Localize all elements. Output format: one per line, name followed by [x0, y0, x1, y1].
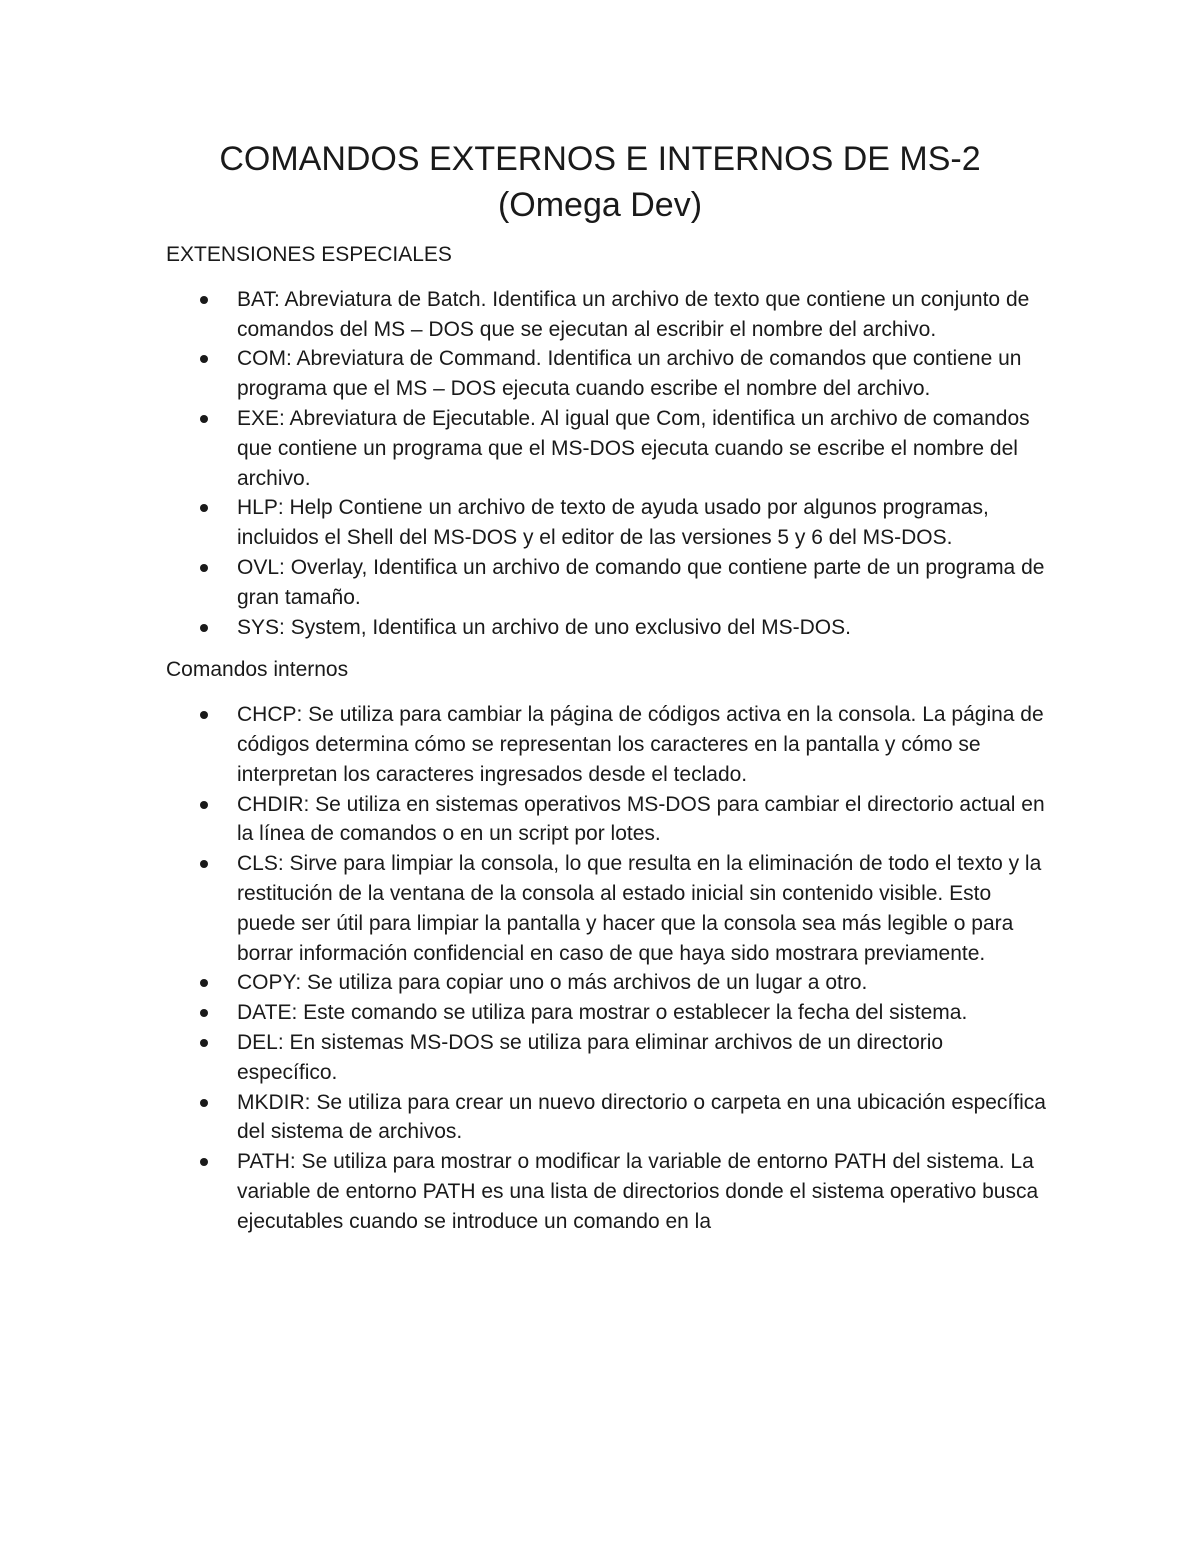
- list-item: [237, 1147, 1046, 1236]
- list-item: [237, 613, 1046, 643]
- bullet-icon: [200, 1039, 208, 1047]
- list-item-text: CHDIR: Se utiliza en sistemas operativos MS-DOS para cambiar el directorio actual en la línea de comandos o en un script por lotes.: [237, 792, 1045, 846]
- bullet-icon: [200, 624, 208, 632]
- document-title: [0, 136, 1200, 228]
- list-item-text: COPY: Se utiliza para copiar uno o más archivos de un lugar a otro.: [237, 971, 868, 995]
- document-body: [166, 240, 1046, 1250]
- bullet-icon: [200, 504, 208, 512]
- list-item-text: MKDIR: Se utiliza para crear un nuevo directorio o carpeta en una ubicación específica del sistema de archivos.: [237, 1090, 1046, 1144]
- list-item: [237, 344, 1046, 404]
- extensiones-list: [166, 285, 1046, 643]
- bullet-icon: [200, 355, 208, 363]
- bullet-icon: [200, 296, 208, 304]
- list-item-text: EXE: Abreviatura de Ejecutable. Al igual que Com, identifica un archivo de comandos que contiene un programa que el MS-DOS ejecuta cuando se escribe el nombre del archivo.: [237, 406, 1030, 490]
- list-item-text: BAT: Abreviatura de Batch. Identifica un archivo de texto que contiene un conjunto de comandos del MS – DOS que se ejecutan al escribir el nombre del archivo.: [237, 287, 1030, 341]
- list-item-text: CHCP: Se utiliza para cambiar la página de códigos activa en la consola. La página de códigos determina cómo se representan los caracteres en la pantalla y cómo se interpretan los caracteres ingresados desde el teclado.: [237, 703, 1044, 786]
- list-item-text: SYS: System, Identifica un archivo de uno exclusivo del MS-DOS.: [237, 615, 851, 639]
- section-heading-comandos-internos: Comandos internos: [166, 658, 349, 682]
- list-item: [237, 998, 1046, 1028]
- list-item: [237, 700, 1046, 789]
- list-item-text: PATH: Se utiliza para mostrar o modificar la variable de entorno PATH del sistema. La variable de entorno PATH es una lista de directorios donde el sistema operativo busca ejecutables cuando se introduce un comando en la: [237, 1150, 1039, 1233]
- list-item: [237, 1088, 1046, 1148]
- list-item-text: DATE: Este comando se utiliza para mostrar o establecer la fecha del sistema.: [237, 1001, 968, 1025]
- section-heading-extensiones: EXTENSIONES ESPECIALES: [166, 243, 452, 266]
- bullet-icon: [200, 1158, 208, 1166]
- list-item-text: CLS: Sirve para limpiar la consola, lo que resulta en la eliminación de todo el texto y la restitución de la ventana de la consola al estado inicial sin contenido visible. Esto puede ser útil para limpiar la pantalla y hacer que la consola sea más legible o para borrar información confidencial en caso de que haya sido mostrara previamente.: [237, 852, 1042, 965]
- bullet-icon: [200, 801, 208, 809]
- list-item: [237, 493, 1046, 553]
- list-item-text: COM: Abreviatura de Command. Identifica un archivo de comandos que contiene un programa que el MS – DOS ejecuta cuando escribe el nombre del archivo.: [237, 347, 1022, 401]
- list-item: [237, 1028, 1046, 1088]
- bullet-icon: [200, 711, 208, 719]
- list-item-text: HLP: Help Contiene un archivo de texto de ayuda usado por algunos programas, incluidos el Shell del MS-DOS y el editor de las versiones 5 y 6 del MS-DOS.: [237, 496, 989, 550]
- list-item: [237, 968, 1046, 998]
- list-item: [237, 790, 1046, 850]
- comandos-internos-list: [166, 700, 1046, 1236]
- list-item: [237, 553, 1046, 613]
- document-title-line1: COMANDOS EXTERNOS E INTERNOS DE MS-2: [219, 140, 981, 178]
- list-item: [237, 404, 1046, 493]
- bullet-icon: [200, 1099, 208, 1107]
- bullet-icon: [200, 1009, 208, 1017]
- bullet-icon: [200, 979, 208, 987]
- list-item-text: OVL: Overlay, Identifica un archivo de comando que contiene parte de un programa de gran tamaño.: [237, 555, 1045, 609]
- list-item: [237, 849, 1046, 968]
- bullet-icon: [200, 564, 208, 572]
- document-title-line2: (Omega Dev): [497, 186, 703, 224]
- bullet-icon: [200, 415, 208, 423]
- bullet-icon: [200, 860, 208, 868]
- list-item-text: DEL: En sistemas MS-DOS se utiliza para eliminar archivos de un directorio específico.: [237, 1030, 944, 1084]
- list-item: [237, 285, 1046, 345]
